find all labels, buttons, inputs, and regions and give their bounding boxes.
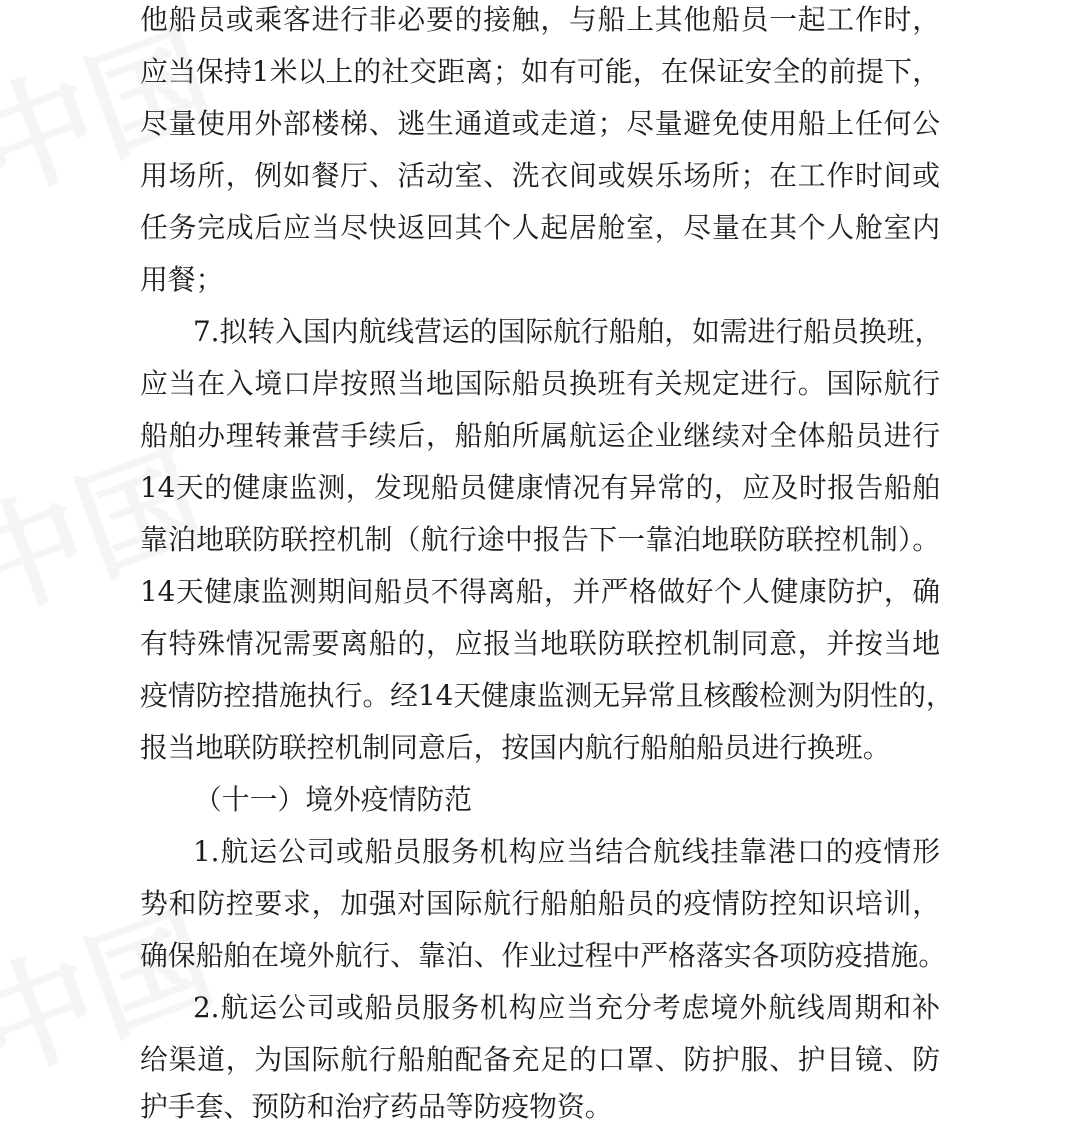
paragraph-line: 7.拟转入国内航线营运的国际航行船舶，如需进行船员换班， [193,315,943,348]
paragraph-line: 船舶办理转兼营手续后，船舶所属航运企业继续对全体船员进行 [140,419,940,452]
paragraph-line: 应当保持1米以上的社交距离；如有可能，在保证安全的前提下， [140,55,940,88]
paragraph-line: 尽量使用外部楼梯、逃生通道或走道；尽量避免使用船上任何公 [140,107,940,140]
section-heading: （十一）境外疫情防范 [194,783,472,816]
paragraph-line: 任务完成后应当尽快返回其个人起居舱室，尽量在其个人舱室内 [140,211,940,244]
paragraph-line: 他船员或乘客进行非必要的接触，与船上其他船员一起工作时， [140,3,940,36]
paragraph-line: 2.航运公司或船员服务机构应当充分考虑境外航线周期和补 [193,991,940,1024]
paragraph-line: 用餐； [140,263,224,296]
paragraph-line: 给渠道，为国际航行船舶配备充足的口罩、防护服、护目镜、防 [140,1043,940,1076]
paragraph-line: 用场所，例如餐厅、活动室、洗衣间或娱乐场所；在工作时间或 [140,159,940,192]
paragraph-line: 14天的健康监测，发现船员健康情况有异常的，应及时报告船舶 [140,471,940,504]
paragraph-line: 14天健康监测期间船员不得离船，并严格做好个人健康防护，确 [140,575,940,608]
paragraph-line: 势和防控要求，加强对国际航行船舶船员的疫情防控知识培训， [140,887,940,920]
paragraph-line: 靠泊地联防联控机制（航行途中报告下一靠泊地联防联控机制）。 [140,523,940,556]
paragraph-line: 有特殊情况需要离船的，应报当地联防联控机制同意，并按当地 [140,627,940,660]
paragraph-line: 报当地联防联控机制同意后，按国内航行船舶船员进行换班。 [140,731,891,764]
paragraph-line: 护手套、预防和治疗药品等防疫物资。 [140,1090,613,1123]
paragraph-line: 确保船舶在境外航行、靠泊、作业过程中严格落实各项防疫措施。 [140,939,947,972]
paragraph-line: 1.航运公司或船员服务机构应当结合航线挂靠港口的疫情形 [193,835,940,868]
paragraph-line: 应当在入境口岸按照当地国际船员换班有关规定进行。国际航行 [140,367,940,400]
paragraph-line: 疫情防控措施执行。经14天健康监测无异常且核酸检测为阴性的， [140,679,954,712]
